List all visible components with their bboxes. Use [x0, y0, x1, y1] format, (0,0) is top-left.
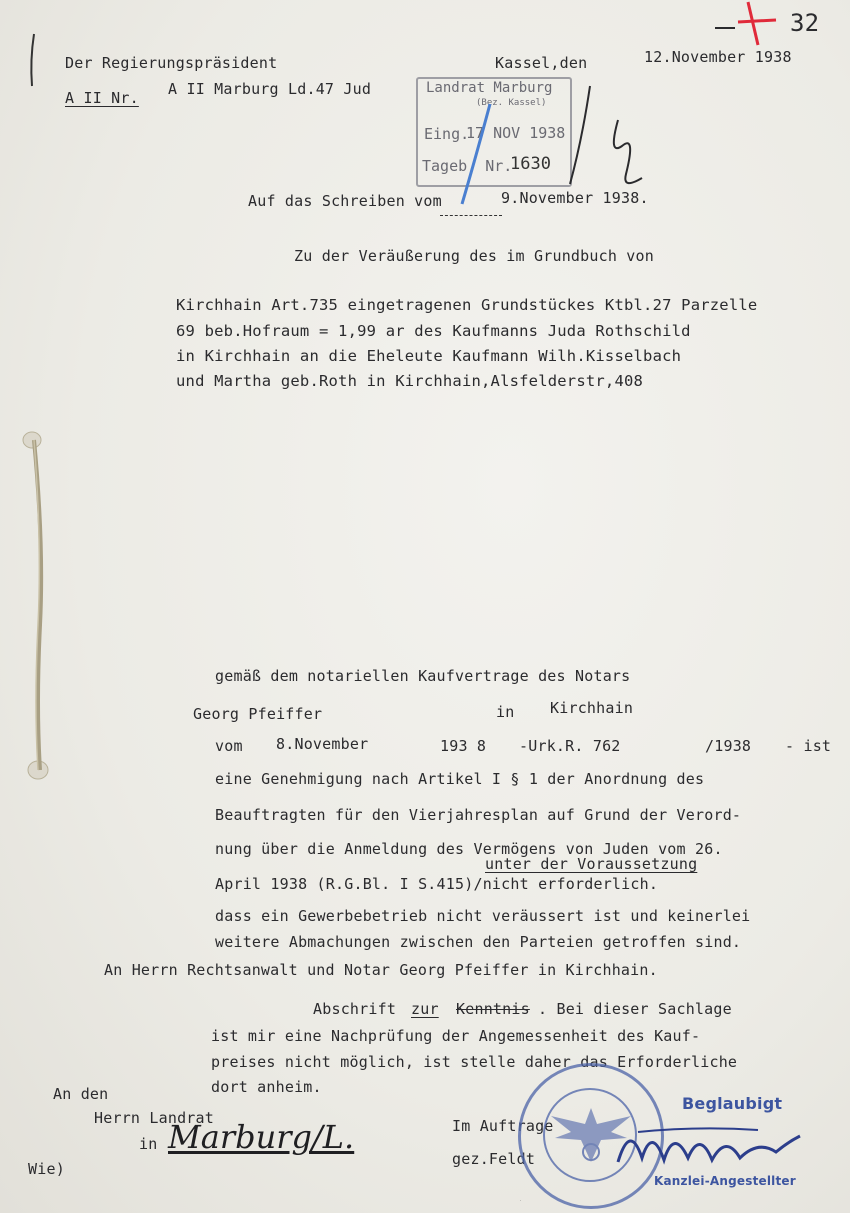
typist-initials: Wie)	[28, 1160, 65, 1178]
stamp-received-date: 17 NOV 1938	[466, 124, 566, 142]
contract-date: 8.November	[276, 735, 369, 753]
subject-line-2: Kirchhain Art.735 eingetragenen Grundstückes Ktbl.27 Parzelle	[176, 296, 758, 314]
copy-rest: . Bei dieser Sachlage	[538, 1000, 732, 1018]
subject-line-5: und Martha geb.Roth in Kirchhain,Alsfelderstr,408	[176, 372, 644, 390]
signoff-line-1: Im Auftrage	[452, 1117, 554, 1135]
recipient-place-handwritten: Marburg/L.	[168, 1118, 355, 1156]
recipient-line-1: An den	[53, 1085, 109, 1103]
binding-string-icon	[14, 425, 74, 785]
signoff-line-2: gez.Feldt	[452, 1150, 536, 1168]
stamp-line-4: Tageb. Nr.	[422, 157, 513, 175]
body-line-1: gemäß dem notariellen Kaufvertrage des Notars	[215, 667, 631, 685]
body-line-8: dass ein Gewerbebetrieb nicht veräussert ist und keinerlei	[215, 907, 751, 925]
reference-value: A II Marburg Ld.47 Jud	[168, 80, 372, 98]
page-number: 32	[790, 9, 820, 37]
recipient-line-2: Herrn Landrat	[94, 1109, 214, 1127]
copy-zur: zur	[411, 1000, 439, 1018]
copy-line-2: ist mir eine Nachprüfung der Angemessenheit des Kauf-	[211, 1027, 701, 1045]
seal-text	[520, 1200, 521, 1201]
reference-date: 9.November 1938.	[501, 189, 649, 207]
certification-role: Kanzlei-Angestellter	[654, 1174, 796, 1188]
notary-in: in	[496, 703, 515, 721]
deed-year: /1938	[705, 737, 752, 755]
copy-kenntnis: Kenntnis	[456, 1000, 530, 1018]
body-line-7: April 1938 (R.G.Bl. I S.415)/nicht erforderlich.	[215, 875, 659, 893]
red-pencil-mark-icon	[700, 0, 790, 55]
notary-name: Georg Pfeiffer	[193, 705, 323, 723]
contract-year: 193 8	[440, 737, 487, 755]
blue-pencil-slash-icon	[440, 100, 500, 210]
body-line-6: nung über die Anmeldung des Vermögens von Juden vom 26.	[215, 840, 723, 858]
body-line-9: weitere Abmachungen zwischen den Parteien getroffen sind.	[215, 933, 742, 951]
reference-prefix: Auf das Schreiben vom	[248, 192, 442, 210]
handwritten-routing-mark-icon	[560, 80, 650, 190]
stamp-line-3: Eing.	[424, 125, 470, 143]
stamp-journal-number: 1630	[510, 154, 551, 174]
authority-name: Der Regierungspräsident	[65, 54, 278, 72]
copy-line-4: dort anheim.	[211, 1078, 322, 1096]
contract-ist: - ist	[785, 737, 832, 755]
body-line-4: eine Genehmigung nach Artikel I § 1 der Anordnung des	[215, 770, 705, 788]
reference-label: A II Nr.	[65, 89, 139, 107]
copy-abschrift: Abschrift	[313, 1000, 397, 1018]
recipient-in: in	[139, 1135, 158, 1153]
insertion-text: unter der Voraussetzung	[485, 855, 698, 873]
copy-line-3: preises nicht möglich, ist stelle daher das Erforderliche	[211, 1053, 738, 1071]
notary-place: Kirchhain	[550, 699, 634, 717]
subject-line-3: 69 beb.Hofraum = 1,99 ar des Kaufmanns Juda Rothschild	[176, 322, 691, 340]
letter-date: 12.November 1938	[644, 48, 792, 66]
reference-underline	[440, 215, 502, 216]
addressee-line: An Herrn Rechtsanwalt und Notar Georg Pfeiffer in Kirchhain.	[104, 961, 658, 979]
contract-vom: vom	[215, 737, 243, 755]
certification-label: Beglaubigt	[682, 1094, 783, 1113]
subject-line-4: in Kirchhain an die Eheleute Kaufmann Wilh.Kisselbach	[176, 347, 682, 365]
stamp-line-1: Landrat Marburg	[426, 80, 553, 96]
stamp-line-2: (Bez. Kassel)	[476, 98, 547, 108]
place-date-label: Kassel,den	[495, 54, 588, 72]
margin-pencil-stroke-icon	[22, 30, 42, 90]
body-line-5: Beauftragten für den Vierjahresplan auf Grund der Verord-	[215, 806, 742, 824]
deed-number: -Urk.R. 762	[519, 737, 621, 755]
subject-line-1: Zu der Veräußerung des im Grundbuch von	[294, 247, 654, 265]
